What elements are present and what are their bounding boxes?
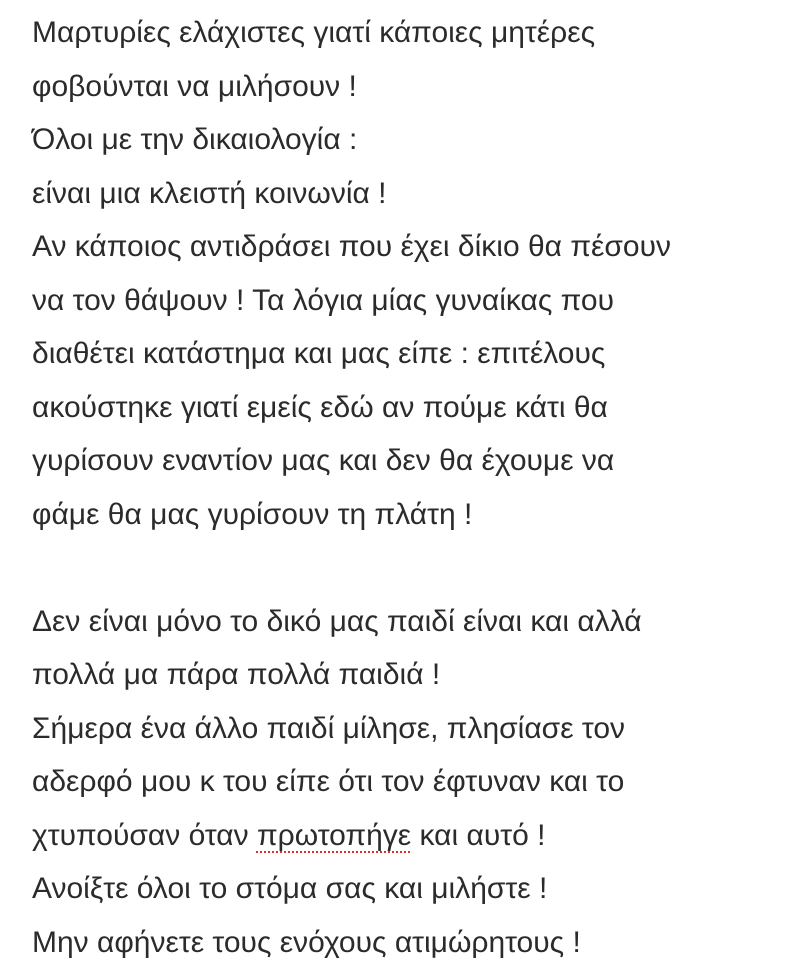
text-line: Σήμερα ένα άλλο παιδί μίλησε, πλησίασε τον: [32, 702, 792, 756]
text-line: Μαρτυρίες ελάχιστες γιατί κάποιες μητέρες: [32, 6, 792, 60]
text-segment: και αυτό !: [411, 819, 545, 852]
text-line: γυρίσουν εναντίον μας και δεν θα έχουμε να: [32, 434, 792, 488]
text-segment: χτυπούσαν όταν: [32, 819, 257, 852]
text-line: είναι μια κλειστή κοινωνία !: [32, 167, 792, 221]
paragraph-break: [32, 541, 792, 595]
text-line: ακούστηκε γιατί εμείς εδώ αν πούμε κάτι θα: [32, 381, 792, 435]
text-line: φάμε θα μας γυρίσουν τη πλάτη !: [32, 488, 792, 542]
text-line: να τον θάψουν ! Τα λόγια μίας γυναίκας που: [32, 274, 792, 328]
note-text-area[interactable]: [32, 0, 792, 969]
text-line: Ανοίξτε όλοι το στόμα σας και μιλήστε !: [32, 862, 792, 916]
misspelled-word[interactable]: πρωτοπήγε: [257, 819, 411, 852]
text-line: αδερφό μου κ του είπε ότι τον έφτυναν και το: [32, 755, 792, 809]
text-line-with-spellcheck: [32, 809, 792, 863]
text-line: φοβούνται να μιλήσουν !: [32, 60, 792, 114]
text-line: Αν κάποιος αντιδράσει που έχει δίκιο θα πέσουν: [32, 220, 792, 274]
text-line: πολλά μα πάρα πολλά παιδιά !: [32, 648, 792, 702]
text-line: διαθέτει κατάστημα και μας είπε : επιτέλους: [32, 327, 792, 381]
text-line: Όλοι με την δικαιολογία :: [32, 113, 792, 167]
text-line: Μην αφήνετε τους ενόχους ατιμώρητους !: [32, 916, 792, 969]
text-line: Δεν είναι μόνο το δικό μας παιδί είναι και αλλά: [32, 595, 792, 649]
